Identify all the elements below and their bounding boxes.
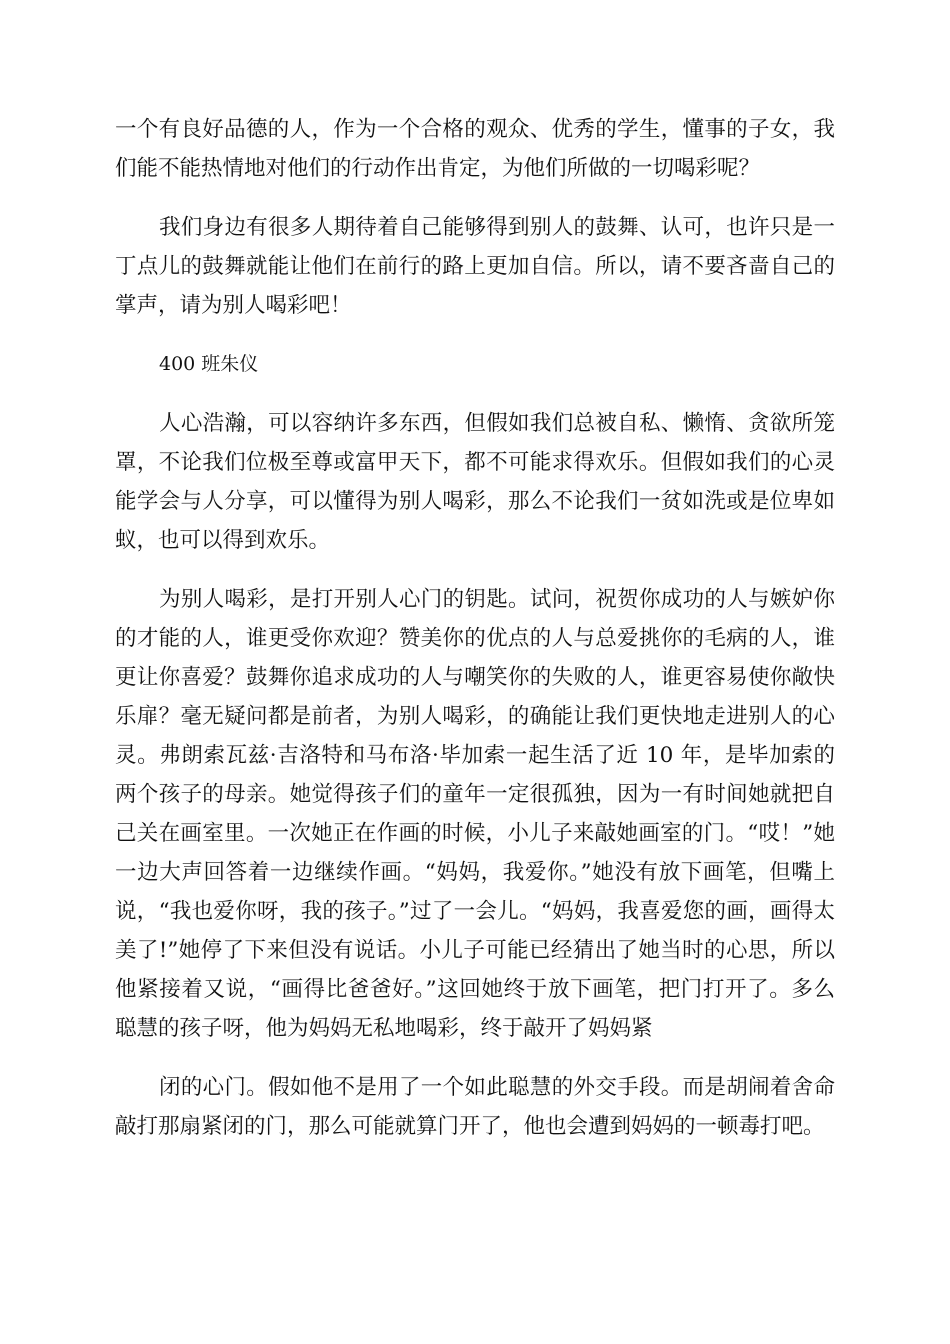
paragraph-4: 为别人喝彩，是打开别人心门的钥匙。试问，祝贺你成功的人与嫉妒你的才能的人，谁更受你欢迎？赞美你的优点的人与总爱挑你的毛病的人，谁更让你喜爱？鼓舞你追求成功的人与嘲笑你的失败的人，谁更容易使你敞快乐扉？毫无疑问都是前者，为别人喝彩，的确能让我们更快地走进别人的心灵。弗朗索瓦兹·吉洛特和马布洛·毕加索一起生活了近 10 年，是毕加索的两个孩子的母亲。她觉得孩子们的童年一定很孤独，因为一有时间她就把自己关在画室里。一次她正在作画的时候，小儿子来敲她画室的门。“哎！”她一边大声回答着一边继续作画。“妈妈，我爱你。”她没有放下画笔，但嘴上说，“我也爱你呀，我的孩子。”过了一会儿。“妈妈，我喜爱您的画，画得太美了!”她停了下来但没有说话。小儿子可能已经猜出了她当时的心思，所以他紧接着又说，“画得比爸爸好。”这回她终于放下画笔，把门打开了。多么聪慧的孩子呀，他为妈妈无私地喝彩，终于敲开了妈妈紧 xyxy=(115,587,835,1041)
paragraph-2: 我们身边有很多人期待着自己能够得到别人的鼓舞、认可，也许只是一丁点儿的鼓舞就能让他们在前行的路上更加自信。所以，请不要吝啬自己的掌声，请为别人喝彩吧！ xyxy=(115,215,835,318)
paragraph-1: 一个有良好品德的人，作为一个合格的观众、优秀的学生，懂事的子女，我们能不能热情地对他们的行动作出肯定，为他们所做的一切喝彩呢？ xyxy=(115,117,835,181)
paragraph-5: 闭的心门。假如他不是用了一个如此聪慧的外交手段。而是胡闹着舍命敲打那扇紧闭的门，那么可能就算门开了，他也会遭到妈妈的一顿毒打吧。 xyxy=(115,1075,835,1139)
document-page xyxy=(115,110,835,1146)
author-line: 400 班朱仪 xyxy=(159,353,259,375)
paragraph-3: 人心浩瀚，可以容纳许多东西，但假如我们总被自私、懒惰、贪欲所笼罩，不论我们位极至尊或富甲天下，都不可能求得欢乐。但假如我们的心灵能学会与人分享，可以懂得为别人喝彩，那么不论我们一贫如洗或是位卑如蚁，也可以得到欢乐。 xyxy=(115,411,835,553)
